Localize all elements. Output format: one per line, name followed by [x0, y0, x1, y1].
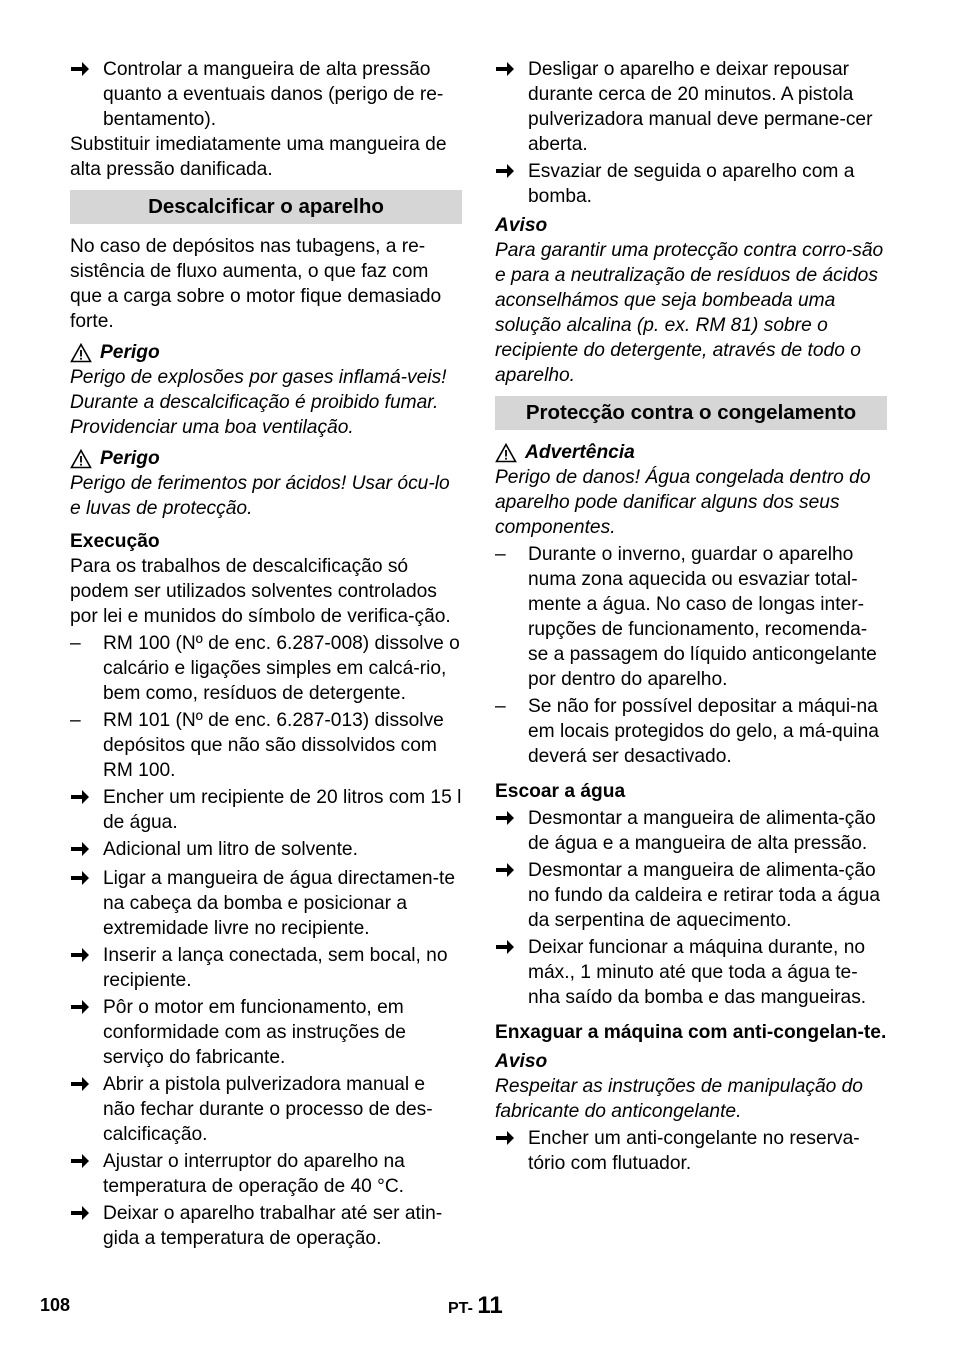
step-item: Encher um anti-congelante no reserva-tório com flutuador.: [495, 1126, 887, 1176]
page-number: 108: [40, 1295, 71, 1315]
arrow-right-icon: [70, 61, 90, 77]
notice-text-1: Para garantir uma protecção contra corro-são e para a neutralização de resíduos de ácidos aconselhámos que seja bombeada uma solução alcalina (p. ex. RM 81) sobre o recipiente do detergente, através de todo o aparelho.: [495, 240, 884, 386]
section-page-label: [448, 1292, 503, 1320]
arrow-right-icon: [70, 1153, 90, 1169]
warning-heading: Advertência: [495, 440, 887, 465]
list-item: – RM 101 (Nº de enc. 6.287-013) dissolve depósitos que não são dissolvidos com RM 100.: [70, 710, 444, 781]
arrow-right-icon: [495, 163, 515, 179]
danger-heading-1: Perigo: [70, 340, 462, 365]
left-column: [70, 57, 462, 1251]
arrow-right-icon: [70, 870, 90, 886]
arrow-right-icon: [495, 939, 515, 955]
rinse-title: Enxaguar a máquina com anti-congelan-te.: [495, 1022, 887, 1043]
execution-title: Execução: [70, 531, 160, 552]
step-item: Esvaziar de seguida o aparelho com a bomba.: [495, 159, 887, 209]
warning-triangle-icon: [70, 449, 92, 469]
step-item: Deixar funcionar a máquina durante, no máx., 1 minuto até que toda a água te-nha saído da bomba e das mangueiras.: [495, 935, 887, 1010]
execution-text: Para os trabalhos de descalcificação só podem ser utilizados solventes controlados por lei e munidos do símbolo de verifica-ção.: [70, 556, 451, 627]
arrow-right-icon: [495, 61, 515, 77]
step-item: Desmontar a mangueira de alimenta-ção de água e a mangueira de alta pressão.: [495, 806, 887, 856]
arrow-right-icon: [70, 789, 90, 805]
drain-title: Escoar a água: [495, 781, 626, 802]
arrow-right-icon: [70, 1205, 90, 1221]
intro-note: Substituir imediatamente uma mangueira de alta pressão danificada.: [70, 134, 447, 180]
step-item: Ligar a mangueira de água directamen-te na cabeça da bomba e posicionar a extremidade livre no recipiente.: [70, 866, 462, 941]
right-column: [495, 57, 887, 1176]
section-title-descale: Descalcificar o aparelho: [70, 190, 462, 224]
step-item: Inserir a lança conectada, sem bocal, no recipiente.: [70, 943, 462, 993]
arrow-right-icon: [495, 862, 515, 878]
step-item: Adicional um litro de solvente.: [70, 837, 462, 864]
list-item: – RM 100 (Nº de enc. 6.287-008) dissolve o calcário e ligações simples em calcá-rio, bem como, resíduos de detergente.: [70, 633, 460, 704]
step-item: Encher um recipiente de 20 litros com 15 l de água.: [70, 785, 462, 835]
language-prefix: PT-: [448, 1300, 473, 1317]
step-item: Desmontar a mangueira de alimenta-ção no fundo da caldeira e retirar toda a água da serpentina de aquecimento.: [495, 858, 887, 933]
danger-text-2: Perigo de ferimentos por ácidos! Usar ócu-lo e luvas de protecção.: [70, 473, 450, 519]
notice-heading-2: Aviso: [495, 1051, 548, 1072]
arrow-right-icon: [495, 1130, 515, 1146]
step-item: Desligar o aparelho e deixar repousar durante cerca de 20 minutos. A pistola pulverizadora manual deve permane-cer aberta.: [495, 57, 887, 157]
step-item: Abrir a pistola pulverizadora manual e não fechar durante o processo de des-calcificação.: [70, 1072, 462, 1147]
step-item: Deixar o aparelho trabalhar até ser atin-gida a temperatura de operação.: [70, 1201, 462, 1251]
arrow-right-icon: [70, 841, 90, 857]
warning-triangle-icon: [70, 343, 92, 363]
descale-paragraph: No caso de depósitos nas tubagens, a re-sistência de fluxo aumenta, o que faz com que a carga sobre o motor fique demasiado forte.: [70, 236, 442, 332]
arrow-right-icon: [495, 810, 515, 826]
dash-bullet: –: [70, 710, 81, 731]
list-item: – Durante o inverno, guardar o aparelho numa zona aquecida ou esvaziar total-mente a água. No caso de longas inter-rupções de funcionamento, recomenda-se a passagem do líquido anticongelante por dentro do aparelho.: [495, 544, 877, 690]
arrow-right-icon: [70, 1076, 90, 1092]
notice-heading-1: Aviso: [495, 215, 548, 236]
dash-bullet: –: [495, 696, 506, 717]
list-item: – Se não for possível depositar a máqui-na em locais protegidos do gelo, a má-quina deverá ser desactivado.: [495, 696, 879, 767]
dash-bullet: –: [495, 544, 506, 565]
danger-text-1: Perigo de explosões por gases inflamá-veis! Durante a descalcificação é proibido fumar. Providenciar uma boa ventilação.: [70, 367, 447, 438]
danger-heading-2: Perigo: [70, 446, 462, 471]
step-item: Pôr o motor em funcionamento, em conformidade com as instruções de serviço do fabricante.: [70, 995, 462, 1070]
warning-text: Perigo de danos! Água congelada dentro do aparelho pode danificar alguns dos seus componentes.: [495, 467, 871, 538]
dash-bullet: –: [70, 633, 81, 654]
notice-text-2: Respeitar as instruções de manipulação do fabricante do anticongelante.: [495, 1076, 863, 1122]
warning-triangle-icon: [495, 443, 517, 463]
arrow-right-icon: [70, 947, 90, 963]
step-item: Ajustar o interruptor do aparelho na temperatura de operação de 40 °C.: [70, 1149, 462, 1199]
section-page-number: 11: [477, 1292, 503, 1319]
step-check-hose: Controlar a mangueira de alta pressão quanto a eventuais danos (perigo de re-bentamento).: [70, 57, 462, 132]
arrow-right-icon: [70, 999, 90, 1015]
section-title-frost: Protecção contra o congelamento: [495, 396, 887, 430]
